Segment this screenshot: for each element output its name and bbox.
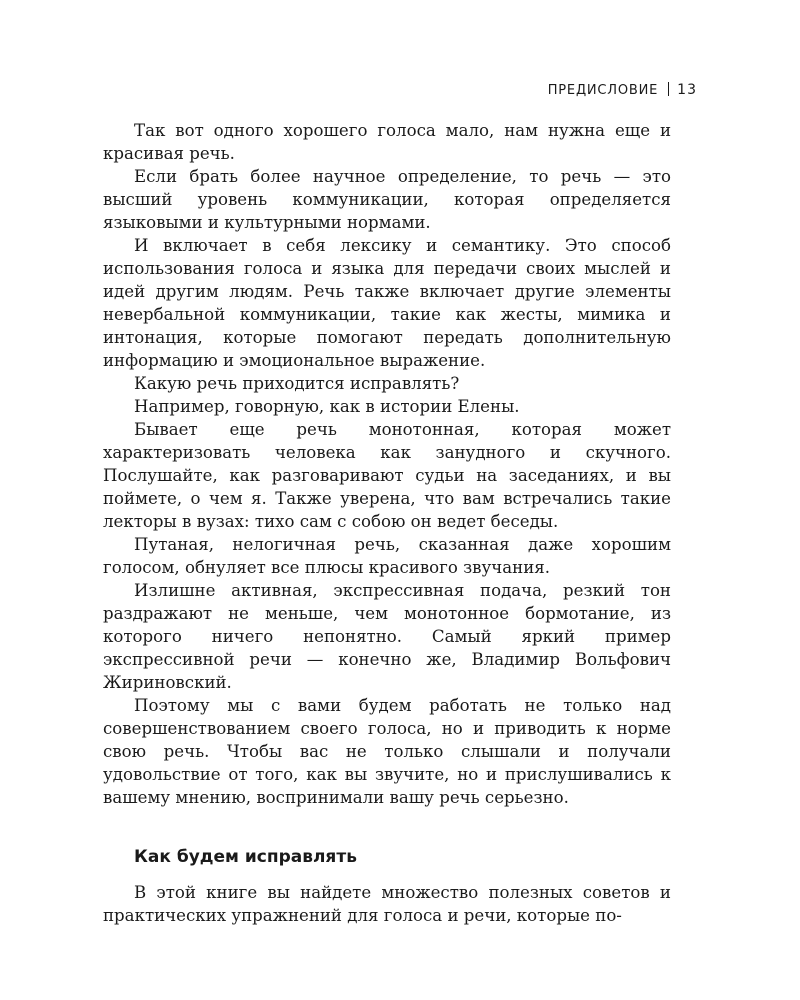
paragraph: Например, говорную, как в истории Елены. (134, 397, 520, 416)
paragraph: И включает в себя лексику и семантику. Это способ использования голоса и языка для передачи своих мыслей и идей другим людям. Речь также включает другие элементы невербальной коммуникации, такие как жесты, мимика и интонация, которые помогают передать дополнительную информацию и эмоциональное выражение. (103, 236, 671, 370)
paragraph: Так вот одного хорошего голоса мало, нам нужна еще и красивая речь. (103, 121, 671, 163)
body-text (103, 119, 671, 927)
running-header (548, 80, 697, 98)
paragraph: Путаная, нелогичная речь, сказанная даже хорошим голосом, обнуляет все плюсы красивого звучания. (103, 535, 671, 577)
paragraph: Какую речь приходится исправлять? (134, 374, 460, 393)
paragraph: Если брать более научное определение, то речь — это высший уровень коммуникации, которая определяется языковыми и культурными нормами. (103, 167, 671, 232)
paragraph: Излишне активная, экспрессивная подача, резкий тон раздражают не меньше, чем монотонное бормотание, из которого ничего непонятно. Самый яркий пример экспрессивной речи — конечно же, Владимир Вольфович Жириновский. (103, 581, 671, 692)
section-heading: Как будем исправлять (134, 847, 357, 867)
running-header-title: ПРЕДИСЛОВИЕ (547, 83, 659, 98)
header-divider (668, 82, 669, 96)
paragraph: Бывает еще речь монотонная, которая может характеризовать человека как занудного и скучного. Послушайте, как разговаривают судьи на заседаниях, и вы поймете, о чем я. Также уверена, что вам встречались такие лекторы в вузах: тихо сам с собою он ведет беседы. (103, 420, 671, 531)
paragraph: Поэтому мы с вами будем работать не только над совершенствованием своего голоса, но и приводить к норме свою речь. Чтобы вас не только слышали и получали удовольствие от того, как вы звучите, но и прислушивались к вашему мнению, воспринимали вашу речь серьезно. (103, 696, 671, 807)
paragraph: В этой книге вы найдете множество полезных советов и практических упражнений для голоса и речи, которые по- (103, 883, 671, 925)
page-number: 13 (677, 82, 697, 98)
